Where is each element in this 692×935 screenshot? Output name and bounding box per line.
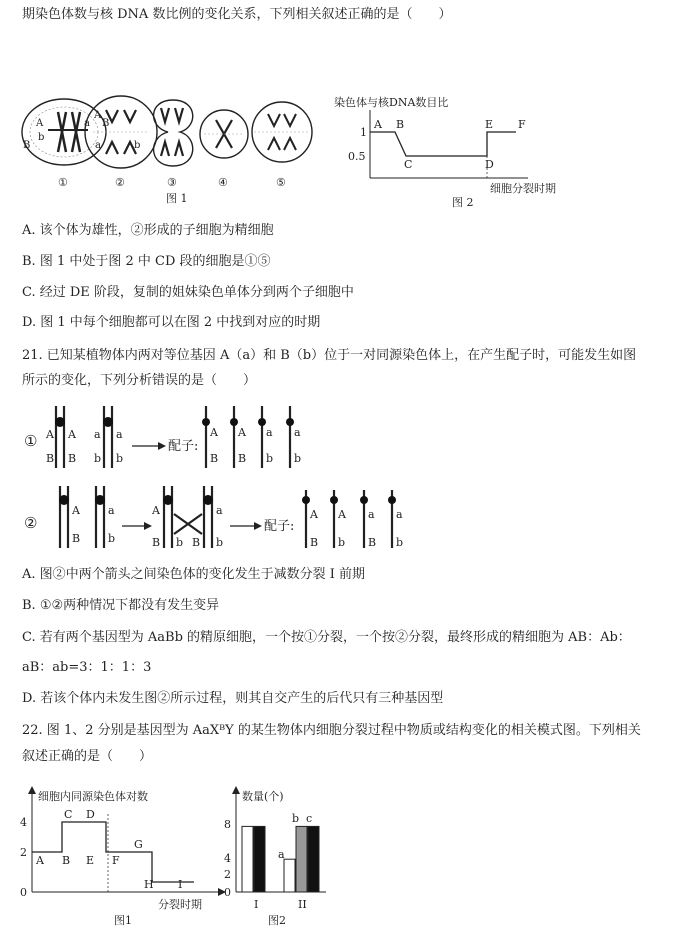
q22f1-pt-G: G (134, 838, 143, 851)
bar-I-a (242, 826, 253, 892)
fig2-caption: 图 2 (452, 196, 474, 209)
row2-p2-b: b (108, 532, 116, 545)
row1-g4-bot: b (294, 452, 302, 465)
q20-figure1 (18, 92, 318, 207)
q22f1-pt-A: A (36, 854, 44, 867)
fig2-pt-E: E (485, 118, 494, 131)
q22f2-ytick-8: 8 (224, 818, 231, 831)
row1-gamete-label: 配子: (168, 439, 199, 454)
cell1-label-A: A (36, 118, 44, 129)
q22f1-pt-E: E (86, 854, 95, 867)
q22f2-ytick-0: 0 (224, 886, 231, 899)
cell2-label-a: a (95, 140, 101, 151)
q21-diagram-row2 (18, 484, 418, 554)
q22f1-ytick-4: 4 (20, 816, 27, 829)
row2-g3-top: a (368, 508, 375, 521)
row2-c1-top: A (152, 504, 160, 517)
bar-II-c (308, 826, 319, 892)
row2-c4-top: a (216, 504, 223, 517)
cell2-label-b: b (134, 140, 141, 151)
fig2-xlabel: 细胞分裂时期 (490, 182, 556, 195)
q21-diagram-row1 (18, 404, 318, 472)
cell-num-4: ④ (218, 176, 228, 189)
q21-stem-line1: 21. 已知某植物体内两对等位基因 A（a）和 B（b）位于一对同源染色体上，在产生配子时，可能发生如图 (22, 348, 637, 363)
row2-p2-a: a (108, 504, 115, 517)
row2-g1-top: A (310, 508, 318, 521)
row1-p1-A1: A (46, 428, 54, 441)
q22f2-ytick-2: 2 (224, 868, 231, 881)
row1-p2-b2: b (116, 452, 124, 465)
fig2-pt-A: A (374, 118, 382, 131)
q22f2-ylabel: 数量(个) (242, 790, 284, 803)
row1-g3-top: a (266, 426, 273, 439)
q21-option-c-cont: aB：ab=3：1：1：3 (22, 660, 152, 675)
fig2-pt-C: C (404, 158, 413, 171)
cell2-label-A: A (94, 110, 102, 121)
row1-p1-B2: B (68, 452, 77, 465)
row2-g4-top: a (396, 508, 403, 521)
q21-stem-line2: 所示的变化，下列分析错误的是（ ） (22, 373, 257, 388)
q22f1-pt-B: B (62, 854, 71, 867)
cell2-label-B: B (102, 118, 110, 129)
row1-p2-a2: a (116, 428, 123, 441)
fig1-caption: 图 1 (166, 192, 188, 205)
fig2-ytick-1: 1 (360, 126, 367, 139)
row2-c3-bot: B (192, 536, 201, 549)
bar-II-a (284, 859, 295, 892)
bar-I-c (254, 826, 265, 892)
q21-option-d: D. 若该个体内未发生图②所示过程，则其自交产生的后代只有三种基因型 (22, 691, 444, 706)
q22f1-pt-D: D (86, 808, 95, 821)
row2-gamete-label: 配子: (264, 519, 295, 534)
q22-stem-line1: 22. 图 1、2 分别是基因型为 AaXᴮY 的某生物体内细胞分裂过程中物质或结构变化的相关模式图。下列相关 (22, 723, 641, 738)
cell1-label-a: a (84, 118, 90, 129)
q22f2-label-a: a (278, 848, 285, 861)
cell-2 (85, 96, 157, 168)
cell-num-5: ⑤ (276, 176, 286, 189)
row2-marker: ② (24, 514, 38, 532)
row1-p1-A2: A (68, 428, 76, 441)
cell1-label-b: b (38, 132, 45, 143)
row2-g4-bot: b (396, 536, 404, 549)
fig2-pt-B: B (396, 118, 405, 131)
row1-p1-B1: B (46, 452, 55, 465)
row1-g4-top: a (294, 426, 301, 439)
q22f2-ytick-4: 4 (224, 852, 231, 865)
cell-num-2: ② (115, 176, 125, 189)
cell-num-1: ① (58, 176, 68, 189)
row1-g3-bot: b (266, 452, 274, 465)
row2-c2-bot: b (176, 536, 184, 549)
cell-num-3: ③ (167, 176, 177, 189)
fig2-pt-D: D (485, 158, 494, 171)
fig2-ytick-05: 0.5 (348, 150, 366, 163)
q22f1-ytick-0: 0 (20, 886, 27, 899)
row2-p1-B: B (72, 532, 81, 545)
row2-g1-bot: B (310, 536, 319, 549)
cell1-label-B: B (23, 140, 31, 151)
row2-p1-A: A (72, 504, 80, 517)
row1-g2-bot: B (238, 452, 247, 465)
q22f1-pt-C: C (64, 808, 73, 821)
q21-option-a: A. 图②中两个箭头之间染色体的变化发生于减数分裂 I 前期 (22, 567, 366, 582)
row1-marker: ① (24, 432, 38, 450)
cell-3 (154, 100, 193, 166)
q22-figure1 (18, 784, 243, 930)
cell-5 (252, 102, 312, 162)
q22f1-pt-F: F (112, 854, 120, 867)
fig2-pt-F: F (518, 118, 526, 131)
q22f1-ytick-2: 2 (20, 846, 27, 859)
row1-p2-b1: b (94, 452, 102, 465)
q20-option-a: A. 该个体为雄性，②形成的子细胞为精细胞 (22, 223, 274, 238)
q22-stem-line2: 叙述正确的是（ ） (22, 749, 153, 764)
row2-g2-bot: b (338, 536, 346, 549)
q22f2-group-I: I (254, 898, 259, 911)
q20-option-d: D. 图 1 中每个细胞都可以在图 2 中找到对应的时期 (22, 315, 321, 330)
row2-g3-bot: B (368, 536, 377, 549)
cell-4 (200, 110, 248, 158)
row2-g2-top: A (338, 508, 346, 521)
q22f1-pt-I: I (178, 878, 183, 891)
q20-figure2 (330, 92, 575, 210)
row1-g2-top: A (238, 426, 246, 439)
q20-option-c: C. 经过 DE 阶段，复制的姐妹染色单体分到两个子细胞中 (22, 285, 354, 300)
q22f1-xlabel: 分裂时期 (158, 898, 202, 911)
row1-p2-a1: a (94, 428, 101, 441)
row2-c4-bot: b (216, 536, 224, 549)
q22f2-label-b: b (292, 812, 300, 825)
q22-figure2 (222, 784, 342, 930)
q21-option-b: B. ①②两种情况下都没有发生变异 (22, 598, 220, 613)
row2-c1-bot: B (152, 536, 161, 549)
q22f1-caption: 图1 (114, 914, 132, 927)
fig2-ylabel: 染色体与核DNA数目比 (334, 96, 449, 109)
q22f2-label-c: c (306, 812, 313, 825)
q21-option-c: C. 若有两个基因型为 AaBb 的精原细胞，一个按①分裂，一个按②分裂，最终形成的精细胞为 AB：Ab： (22, 630, 631, 645)
q22f1-ylabel: 细胞内同源染色体对数 (38, 790, 148, 803)
q22f2-group-II: II (298, 898, 307, 911)
row1-g1-bot: B (210, 452, 219, 465)
bar-II-b (296, 826, 307, 892)
q22f2-caption: 图2 (268, 914, 286, 927)
row1-g1-top: A (210, 426, 218, 439)
q20-stem: 期染色体数与核 DNA 数比例的变化关系，下列相关叙述正确的是（ ） (22, 7, 452, 22)
q20-option-b: B. 图 1 中处于图 2 中 CD 段的细胞是①⑤ (22, 254, 271, 269)
q22f1-pt-H: H (144, 878, 154, 891)
